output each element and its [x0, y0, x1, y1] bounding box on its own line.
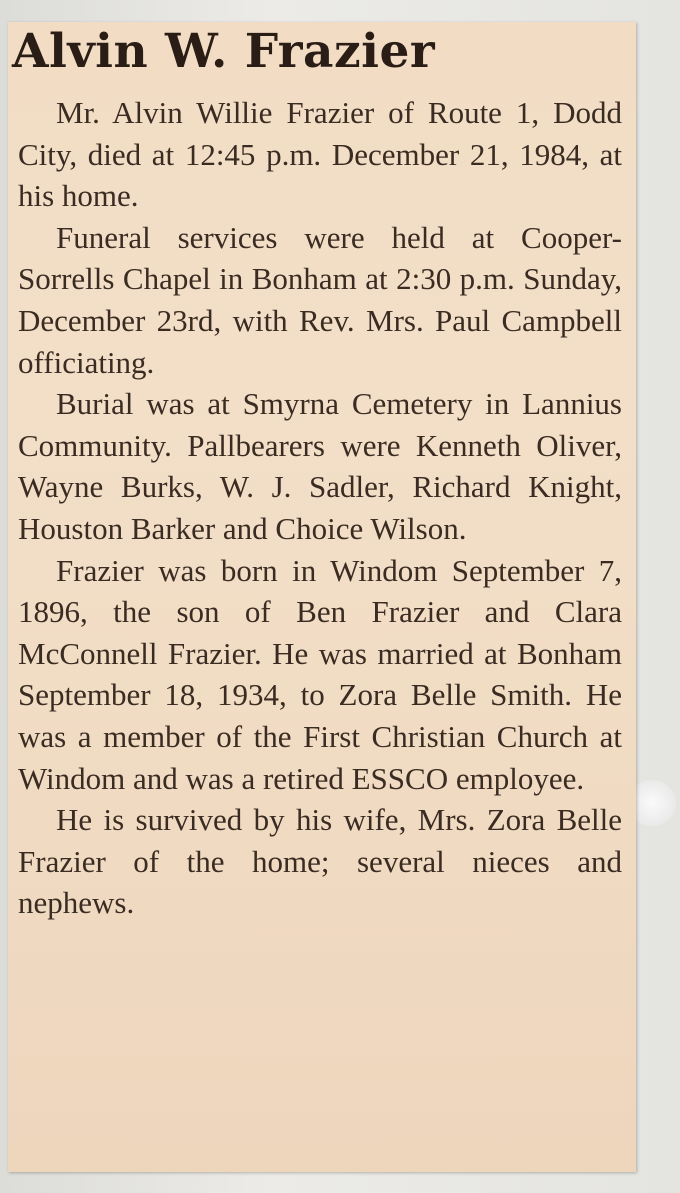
- paragraph-death-notice: Mr. Alvin Willie Frazier of Route 1, Dodd City, died at 12:45 p.m. December 21, 1984, at his home.: [18, 95, 622, 214]
- obituary-body: [18, 92, 622, 924]
- obituary-headline: Alvin W. Frazier: [12, 24, 436, 79]
- paragraph-biography: Frazier was born in Windom September 7, 1896, the son of Ben Frazier and Clara McConnell Frazier. He was married at Bonham September 18, 1934, to Zora Belle Smith. He was a member of the First Christian Church at Windom and was a retired ESSCO employee.: [18, 552, 622, 796]
- paragraph-survivors: He is survived by his wife, Mrs. Zora Belle Frazier of the home; several nieces and nephews.: [18, 802, 622, 921]
- paragraph-burial: Burial was at Smyrna Cemetery in Lannius Community. Pallbearers were Kenneth Oliver, Wayne Burks, W. J. Sadler, Richard Knight, Houston Barker and Choice Wilson.: [18, 386, 622, 546]
- paragraph-funeral-services: Funeral services were held at Cooper-Sorrells Chapel in Bonham at 2:30 p.m. Sunday, December 23rd, with Rev. Mrs. Paul Campbell officiating.: [18, 219, 622, 380]
